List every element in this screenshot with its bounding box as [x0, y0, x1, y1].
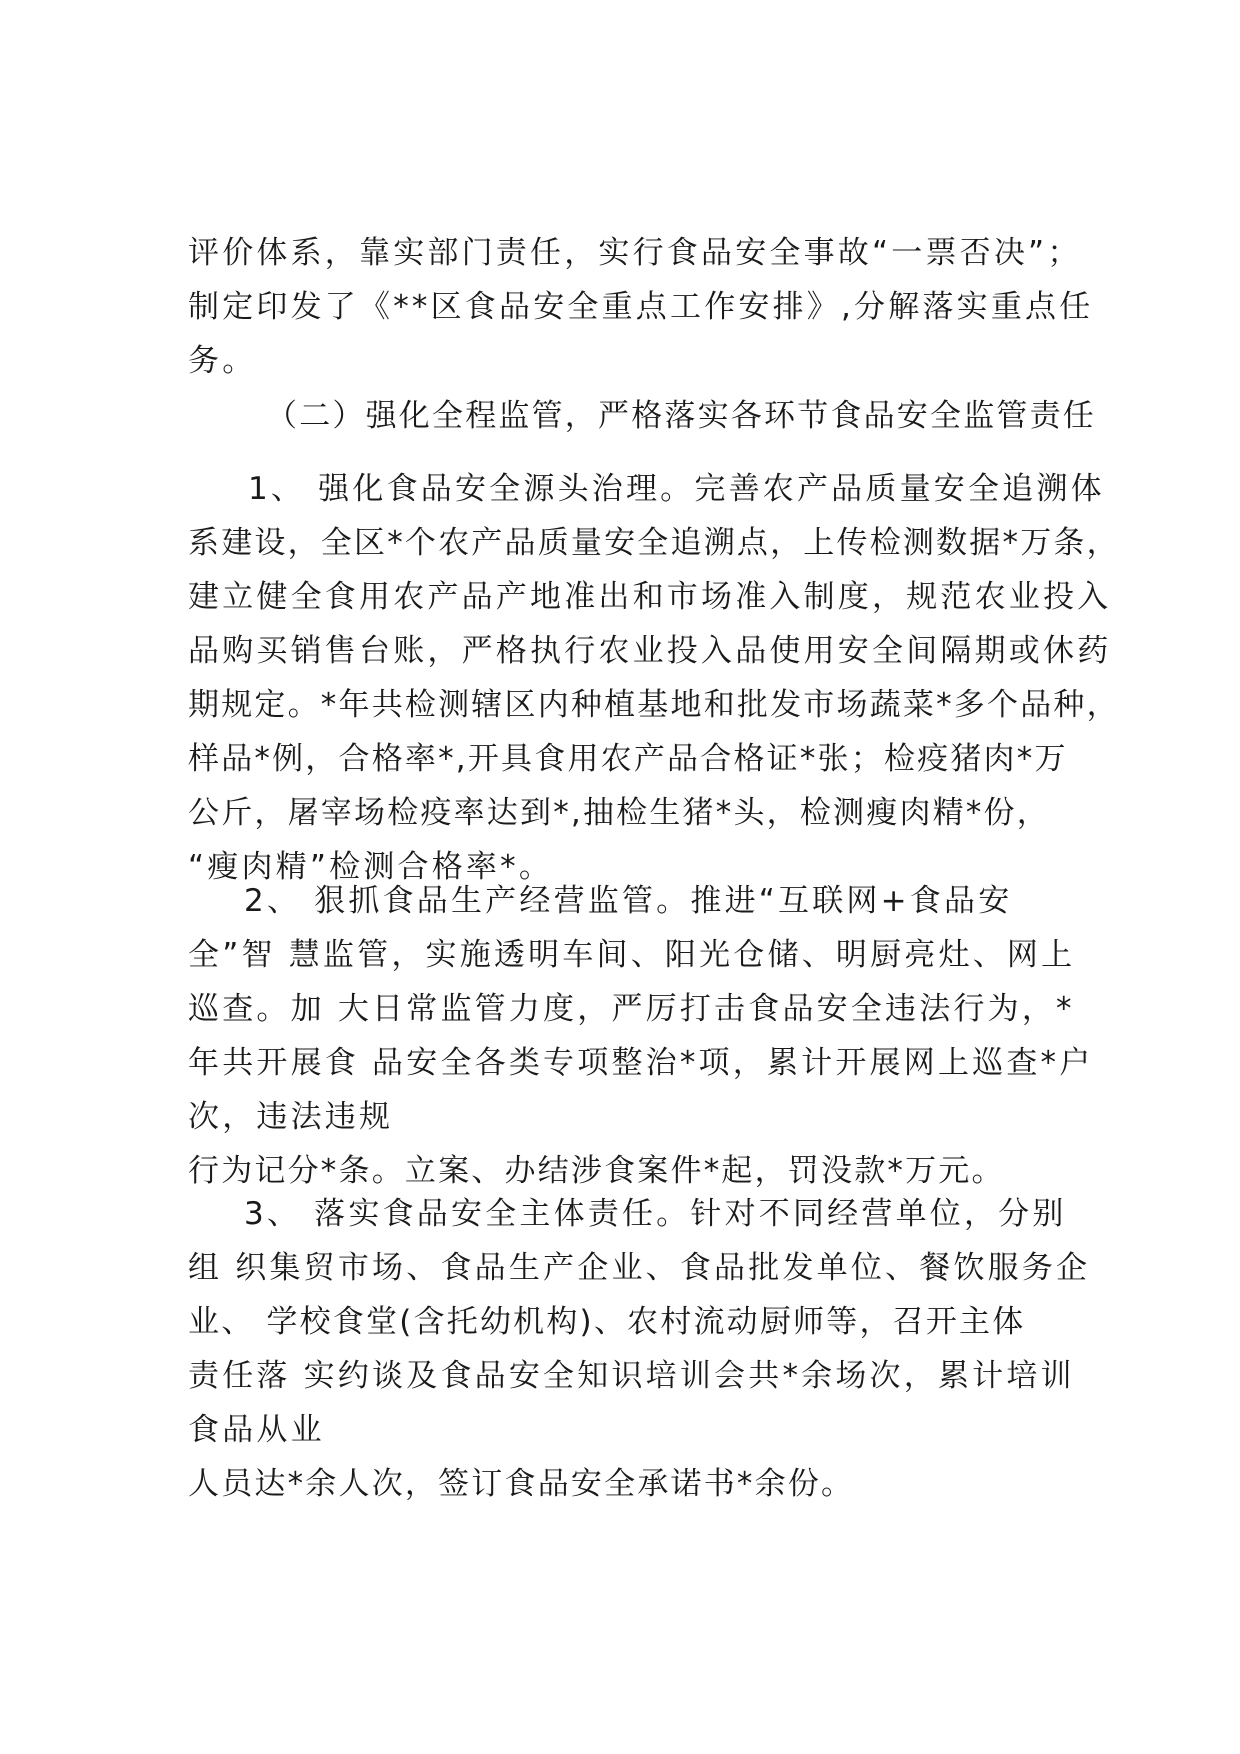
text-line: 建立健全食用农产品产地准出和市场准入制度，规范农业投入: [188, 579, 1112, 615]
text-line: 期规定。*年共检测辖区内种植基地和批发市场蔬菜*多个品种，: [188, 687, 1120, 723]
text-line: “瘦肉精”检测合格率*。: [188, 849, 554, 885]
text-line: 全”智 慧监管，实施透明车间、阳光仓储、明厨亮灶、网上: [188, 937, 1076, 973]
text-line: 年共开展食 品安全各类专项整治*项，累计开展网上巡查*户: [188, 1045, 1094, 1081]
text-line: 业、 学校食堂(含托幼机构)、农村流动厨师等，召开主体: [188, 1304, 1026, 1340]
text-line: 务。: [188, 343, 257, 379]
text-line: 3、 落实食品安全主体责任。针对不同经营单位，分别: [244, 1196, 1067, 1232]
item-1-paragraph: [188, 462, 1120, 894]
intro-paragraph: [188, 226, 1094, 388]
text-line: 次，违法违规: [188, 1099, 394, 1135]
section-heading-text: （二）强化全程监管，严格落实各环节食品安全监管责任: [266, 398, 1096, 434]
text-line: 公斤，屠宰场检疫率达到*,抽检生猪*头，检测瘦肉精*份，: [188, 795, 1050, 831]
text-line: 2、 狠抓食品生产经营监管。推进“互联网+食品安: [244, 883, 1013, 919]
text-line: 评价体系，靠实部门责任，实行食品安全事故“一票否决”；: [188, 235, 1082, 271]
text-line: 食品从业: [188, 1412, 325, 1448]
text-line: 人员达*余人次，签订食品安全承诺书*余份。: [188, 1466, 855, 1502]
text-line: 组 织集贸市场、食品生产企业、食品批发单位、餐饮服务企: [188, 1250, 1091, 1286]
text-line: 品购买销售台账，严格执行农业投入品使用安全间隔期或休药: [188, 633, 1112, 669]
text-line: 责任落 实约谈及食品安全知识培训会共*余场次，累计培训: [188, 1358, 1075, 1394]
item-3-paragraph: [188, 1187, 1091, 1511]
text-line: 样品*例，合格率*,开具食用农产品合格证*张；检疫猪肉*万: [188, 741, 1068, 777]
item-2-paragraph: [188, 874, 1094, 1198]
text-line: 1、 强化食品安全源头治理。完善农产品质量安全追溯体: [248, 471, 1105, 507]
text-line: 行为记分*条。立案、办结涉食案件*起，罚没款*万元。: [188, 1153, 1005, 1189]
text-line: 制定印发了《**区食品安全重点工作安排》,分解落实重点任: [188, 289, 1094, 325]
text-line: 巡查。加 大日常监管力度，严厉打击食品安全违法行为，*: [188, 991, 1075, 1027]
section-heading: [266, 389, 1146, 443]
text-line: 系建设，全区*个农产品质量安全追溯点，上传检测数据*万条，: [188, 525, 1120, 561]
